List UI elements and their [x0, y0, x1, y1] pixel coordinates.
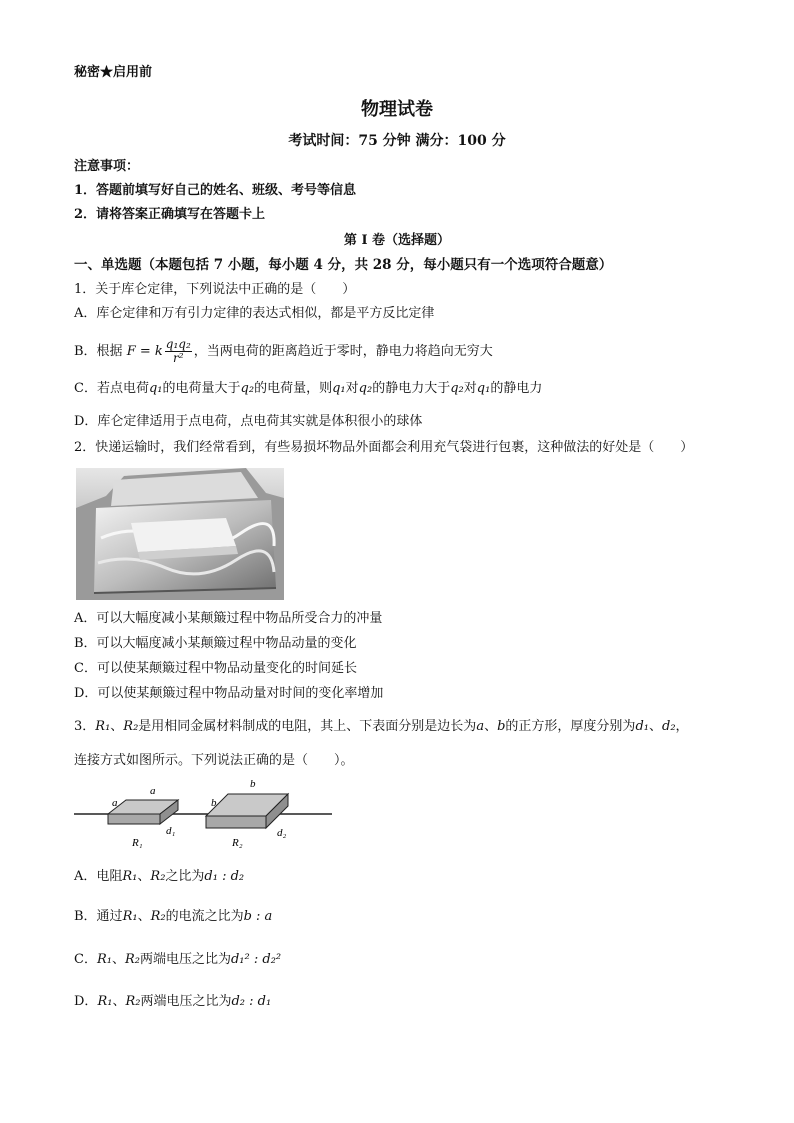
page-title: 物理试卷	[361, 99, 433, 120]
diagram-label-d1: d₁	[166, 825, 176, 837]
notes-heading: 注意事项：	[74, 159, 140, 174]
q3-stem-line1: 3．R₁、R₂是用相同金属材料制成的电阻，其上、下表面分别是边长为a、b的正方形，厚度分别为d₁、d₂，	[74, 719, 689, 734]
diagram-label-d2: d₂	[277, 827, 287, 839]
q3-option-a: A．电阻R₁、R₂之比为d₁ : d₂	[74, 869, 245, 884]
note-item-2: 2．请将答案正确填写在答题卡上	[74, 207, 266, 222]
diagram-label-R2: R₂	[232, 837, 243, 849]
diagram-label-b-top: b	[250, 778, 256, 790]
q2-stem: 2．快递运输时，我们经常看到，有些易损坏物品外面都会利用充气袋进行包裹，这种做法的好处是（ ）	[74, 440, 694, 455]
q1-option-b: B．根据 F = k $\frac{\text{q₁q₂}}{\text{r²}}$ ，当两电荷的距离趋近于零时，静电力将趋向无穷大	[74, 337, 493, 365]
exam-info: 考试时间：75 分钟 满分：100 分	[288, 133, 506, 149]
diagram-label-R1: R₁	[132, 837, 143, 849]
q3-stem-line2: 连接方式如图所示。下列说法正确的是（ ）。	[74, 753, 354, 768]
note-item-1: 1．答题前填写好自己的姓名、班级、考号等信息	[74, 183, 357, 198]
air-cushion-package-photo	[76, 468, 284, 600]
diagram-label-a-side: a	[112, 797, 118, 809]
q1-option-d: D．库仑定律适用于点电荷，点电荷其实就是体积很小的球体	[74, 414, 423, 429]
section-heading: 一、单选题（本题包括 7 小题，每小题 4 分，共 28 分，每小题只有一个选项符合题意）	[74, 257, 613, 273]
q2-option-d: D．可以使某颠簸过程中物品动量对时间的变化率增加	[74, 686, 384, 701]
diagram-label-a-top: a	[150, 785, 156, 797]
section-part: 第 I 卷（选择题）	[343, 233, 451, 248]
coulomb-formula-fraction: $\frac{\text{q₁q₂}}{\text{r²}}$	[165, 337, 191, 365]
q1-stem: 1．关于库仑定律，下列说法中正确的是（ ）	[74, 282, 356, 297]
q2-option-b: B．可以大幅度减小某颠簸过程中物品动量的变化	[74, 636, 357, 651]
q1-option-a: A．库仑定律和万有引力定律的表达式相似，都是平方反比定律	[74, 306, 435, 321]
q2-option-c: C．可以使某颠簸过程中物品动量变化的时间延长	[74, 661, 357, 676]
confidential-mark: 秘密★启用前	[74, 65, 153, 80]
q3-option-d: D．R₁、R₂两端电压之比为d₂ : d₁	[74, 994, 272, 1009]
diagram-label-b-side: b	[211, 797, 217, 809]
resistor-diagram	[72, 776, 334, 854]
q1-option-c: C．若点电荷q₁的电荷量大于q₂的电荷量，则q₁对q₂的静电力大于q₂对q₁的静电力	[74, 381, 543, 396]
q2-option-a: A．可以大幅度减小某颠簸过程中物品所受合力的冲量	[74, 611, 383, 626]
q3-option-c: C．R₁、R₂两端电压之比为d₁² : d₂²	[74, 952, 282, 967]
q3-option-b: B．通过R₁、R₂的电流之比为b : a	[74, 909, 273, 924]
